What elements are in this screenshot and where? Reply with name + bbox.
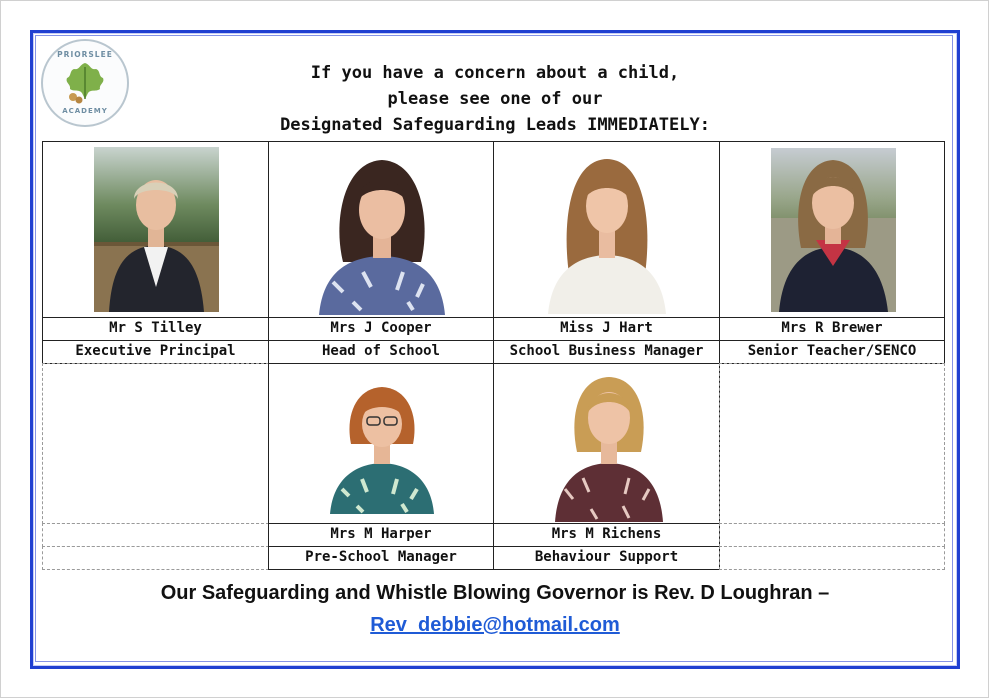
photo-cell-harper (268, 363, 494, 524)
lead-role-2: Head of School (268, 340, 494, 364)
governor-email-link[interactable]: Rev_debbie@hotmail.com (370, 614, 620, 636)
photo-cell-hart (493, 141, 720, 318)
portrait-hart (544, 154, 670, 314)
portrait-brewer (771, 148, 896, 312)
portrait-richens (551, 374, 667, 522)
lead-name-5: Mrs M Harper (268, 523, 494, 547)
portrait-cooper (313, 152, 451, 315)
lead-role-6: Behaviour Support (493, 546, 720, 570)
photo-cell-richens (493, 363, 720, 524)
empty-name-cell-right (719, 523, 945, 547)
lead-role-4: Senior Teacher/SENCO (719, 340, 945, 364)
lead-role-5: Pre-School Manager (268, 546, 494, 570)
portrait-tilley (94, 147, 219, 312)
empty-photo-cell-left (42, 363, 269, 524)
lead-name-6: Mrs M Richens (493, 523, 720, 547)
academy-logo (41, 39, 129, 127)
lead-name-3: Miss J Hart (493, 317, 720, 341)
lead-name-4: Mrs R Brewer (719, 317, 945, 341)
safeguarding-heading (140, 60, 850, 138)
logo-bottom-text: ACADEMY (62, 107, 108, 115)
heading-line-1: If you have a concern about a child, (310, 63, 680, 83)
logo-top-text: PRIORSLEE (57, 50, 113, 59)
photo-cell-tilley (42, 141, 269, 318)
lead-role-3: School Business Manager (493, 340, 720, 364)
photo-cell-cooper (268, 141, 494, 318)
lead-name-1: Mr S Tilley (42, 317, 269, 341)
oak-leaf-icon (60, 59, 110, 105)
heading-line-2: please see one of our (387, 89, 603, 109)
empty-name-cell-left (42, 523, 269, 547)
lead-name-2: Mrs J Cooper (268, 317, 494, 341)
portrait-harper (327, 384, 437, 514)
empty-photo-cell-right (719, 363, 945, 524)
heading-line-3: Designated Safeguarding Leads IMMEDIATELY: (280, 115, 710, 135)
empty-role-cell-left (42, 546, 269, 570)
lead-role-1: Executive Principal (42, 340, 269, 364)
photo-cell-brewer (719, 141, 945, 318)
governor-statement: Our Safeguarding and Whistle Blowing Governor is Rev. D Loughran – (160, 582, 830, 604)
empty-role-cell-right (719, 546, 945, 570)
